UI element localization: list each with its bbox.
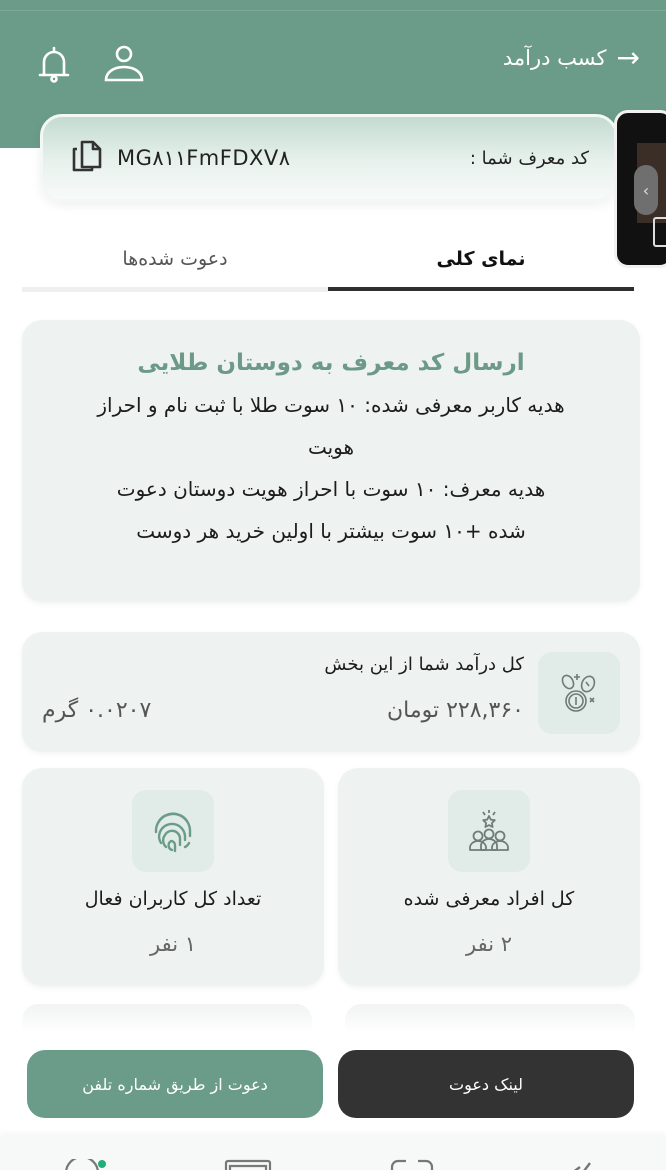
income-gram-value: ۰.۰۲۰۷ گرم [42,698,152,723]
tab-indicator [328,287,634,291]
tab-overview[interactable] [328,226,634,292]
chevron-left-icon[interactable]: ‹ [634,165,658,215]
copy-icon[interactable] [71,139,103,177]
info-heading: ارسال کد معرف به دوستان طلایی [137,350,525,376]
info-line: هدیه کاربر معرفی شده: ۱۰ سوت طلا با ثبت نام و احراز [97,393,565,417]
tab-invited-label: دعوت شده‌ها [122,248,228,270]
info-line: هدیه معرف: ۱۰ سوت با احراز هویت دوستان دعوت [116,477,546,501]
tab-bar [22,226,634,292]
referral-code-group [71,139,290,177]
partial-card [22,1004,312,1034]
referred-people-icon [448,790,530,872]
bottom-navigation [0,1136,666,1170]
nav-scan-icon[interactable] [390,1158,436,1170]
stat-card-referred [338,768,640,986]
stat-label: کل افراد معرفی شده [403,888,575,910]
tab-invited[interactable] [22,226,328,292]
income-label: کل درآمد شما از این بخش [324,654,524,675]
nav-wallet-icon[interactable] [224,1158,274,1170]
arrow-right-icon[interactable]: → [616,41,640,74]
thumbnail-frame [653,217,666,247]
invite-link-label: لینک دعوت [449,1074,523,1094]
stat-value: ۱ نفر [149,932,196,956]
info-line: شده +۱۰ سوت بیشتر با اولین خرید هر دوست [136,519,526,543]
fingerprint-icon [132,790,214,872]
stat-card-active-users [22,768,324,986]
page-title: کسب درآمد [502,46,607,70]
stat-label: تعداد کل کاربران فعال [84,888,262,910]
nav-home-icon[interactable] [566,1158,596,1170]
referral-code-card [40,114,618,202]
tab-overview-label: نمای کلی [436,248,526,270]
income-card [22,632,640,752]
coins-icon [538,652,620,734]
info-line: هویت [307,435,355,459]
tab-underline [22,287,328,292]
partial-card [345,1004,635,1034]
income-toman-value: ۲۲۸,۳۶۰ تومان [386,698,524,723]
user-icon[interactable] [102,44,146,84]
header-actions [36,44,146,84]
bell-icon[interactable] [36,44,72,84]
stat-value: ۲ نفر [465,932,512,956]
referral-code-value[interactable]: MG۸۱۱FmFDXV۸ [117,146,291,170]
page-header [502,41,640,74]
invite-by-phone-label: دعوت از طریق شماره تلفن [82,1074,268,1094]
referral-code-label: کد معرف شما : [469,147,589,169]
nav-profile-icon[interactable] [62,1158,112,1170]
invite-by-phone-button[interactable] [27,1050,323,1118]
invite-link-button[interactable] [338,1050,634,1118]
referral-info-card [22,320,640,602]
status-divider [0,10,666,11]
